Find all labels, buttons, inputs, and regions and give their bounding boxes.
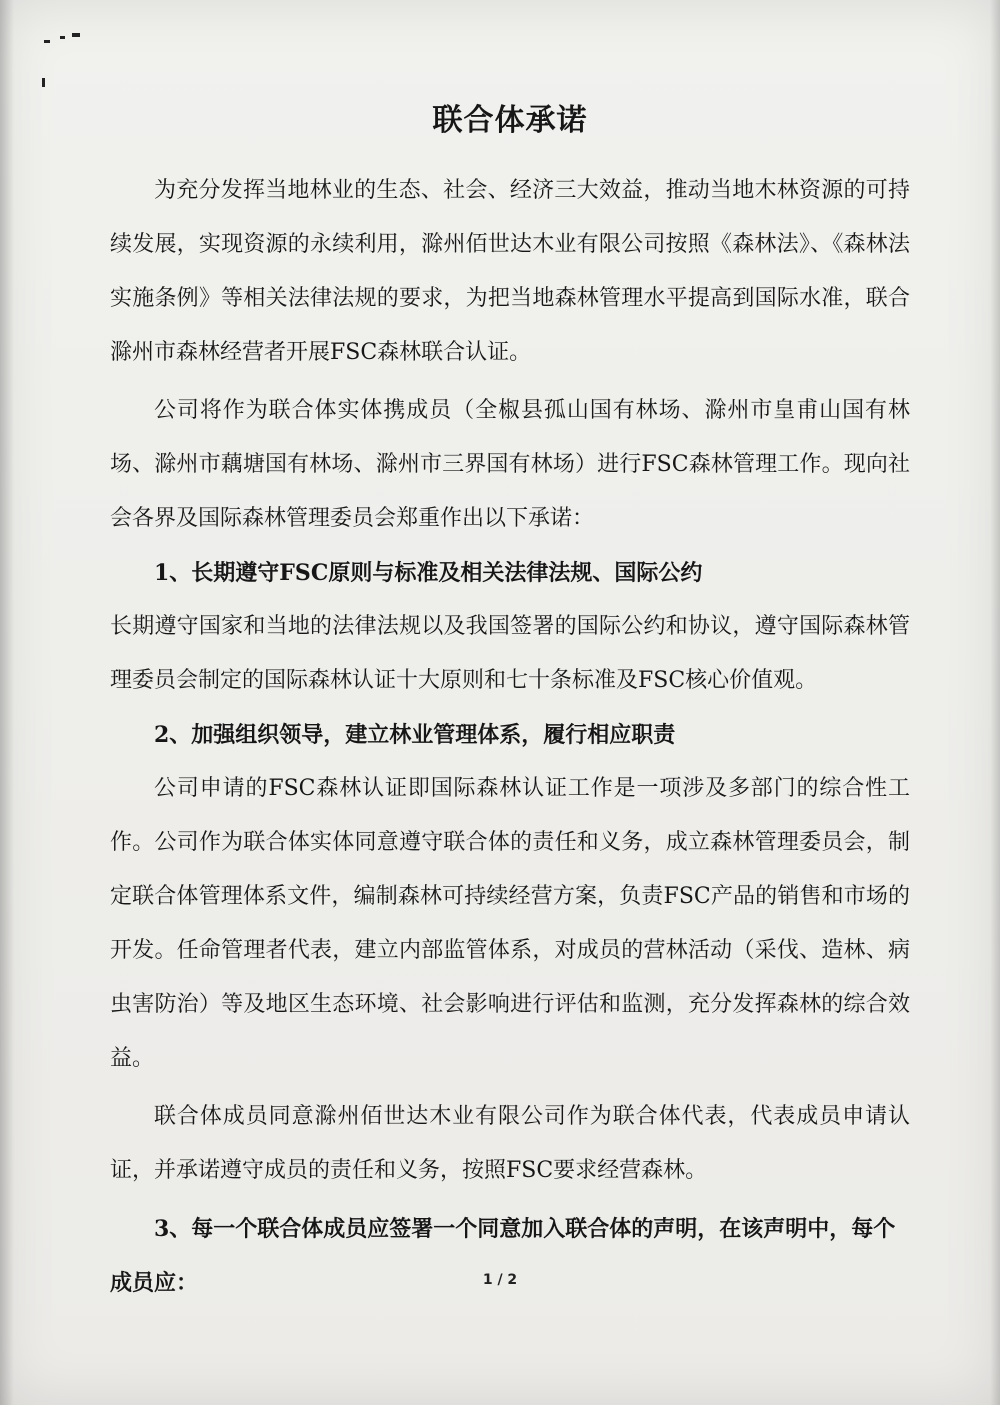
page-number: 1 / 2 [482,1272,518,1288]
page-title: 联合体承诺 [432,103,588,138]
scan-speck [60,36,65,39]
section-paragraph: 联合体成员同意滁州佰世达木业有限公司作为联合体代表，代表成员申请认证，并承诺遵守成员的责任和义务，按照FSC要求经营森林。 [110,1104,910,1183]
commitment-intro-paragraph: 公司将作为联合体实体携成员（全椒县孤山国有林场、滁州市皇甫山国有林场、滁州市藕塘国有林场、滁州市三界国有林场）进行FSC森林管理工作。现向社会各界及国际森林管理委员会郑重作出以下承诺： [110,398,910,531]
scan-speck [44,40,50,43]
section-heading: 3、每一个联合体成员应签署一个同意加入联合体的声明，在该声明中，每个成员应： [110,1216,896,1296]
section-paragraph: 公司申请的FSC森林认证即国际森林认证工作是一项涉及多部门的综合性工作。公司作为联合体实体同意遵守联合体的责任和义务，成立森林管理委员会，制定联合体管理体系文件，编制森林可持续经营方案，负责FSC产品的销售和市场的开发。任命管理者代表，建立内部监管体系，对成员的营林活动（采伐、造林、病虫害防治）等及地区生态环境、社会影响进行评估和监测，充分发挥森林的综合效益。 [110,776,910,1071]
section-paragraph: 长期遵守国家和当地的法律法规以及我国签署的国际公约和协议，遵守国际森林管理委员会制定的国际森林认证十大原则和七十条标准及FSC核心价值观。 [110,614,910,693]
document-body [110,100,910,1310]
scan-speck [42,78,45,87]
intro-paragraph: 为充分发挥当地林业的生态、社会、经济三大效益，推动当地木林资源的可持续发展，实现资源的永续利用，滁州佰世达木业有限公司按照《森林法》、《森林法实施条例》等相关法律法规的要求，为把当地森林管理水平提高到国际水准，联合滁州市森林经营者开展FSC森林联合认证。 [110,178,910,365]
section-heading: 1、长期遵守FSC原则与标准及相关法律法规、国际公约 [154,560,703,586]
scan-speck [72,33,80,37]
section-heading: 2、加强组织领导，建立林业管理体系，履行相应职责 [154,722,676,748]
